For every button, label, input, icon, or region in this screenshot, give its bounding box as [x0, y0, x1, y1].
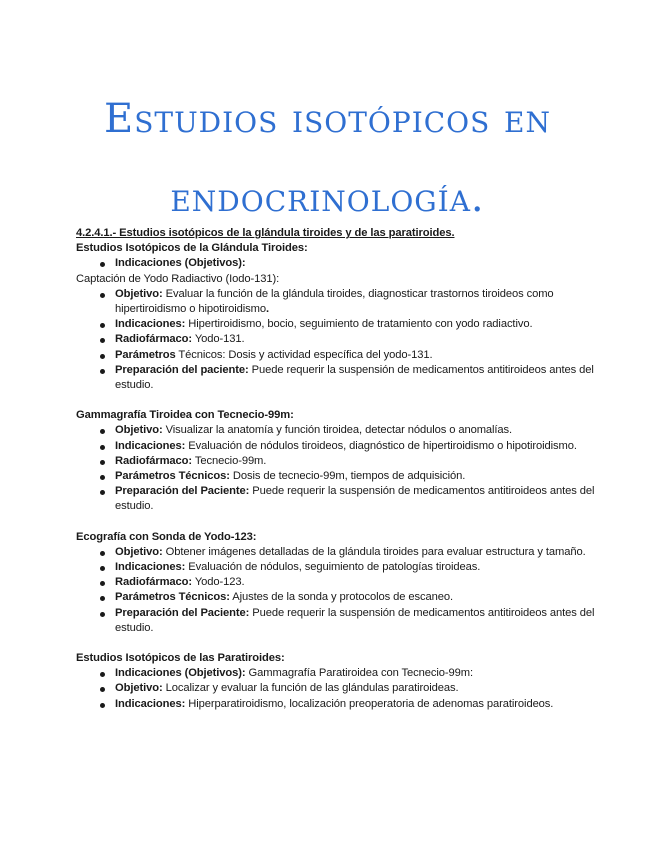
- list-item: [115, 439, 596, 454]
- iodine-study-list: [76, 287, 596, 393]
- document-title: [0, 0, 655, 238]
- item-text: Técnicos: Dosis y actividad específica del yodo-131.: [175, 348, 433, 361]
- technetium-study-list: [76, 423, 596, 514]
- list-item: [115, 317, 596, 332]
- item-label: Preparación del Paciente:: [115, 485, 250, 498]
- item-label: Radiofármaco:: [115, 576, 193, 589]
- item-label: Objetivo:: [115, 545, 163, 558]
- item-text: Hiperparatiroidismo, localización preoperatoria de adenomas paratiroideos.: [185, 697, 554, 710]
- item-label: Objetivo:: [115, 424, 163, 437]
- item-label: Radiofármaco:: [115, 454, 193, 467]
- list-item: [115, 681, 596, 696]
- item-tail: .: [266, 303, 270, 316]
- list-item: [115, 697, 596, 712]
- list-item: [115, 606, 596, 636]
- list-item: [115, 666, 596, 681]
- document-body: [76, 226, 596, 712]
- item-text: Visualizar la anatomía y función tiroidea, detectar nódulos o anomalías.: [162, 424, 513, 437]
- item-text: Dosis de tecnecio-99m, tiempos de adquisición.: [229, 470, 466, 483]
- item-text: Hipertiroidismo, bocio, seguimiento de tratamiento con yodo radiactivo.: [185, 318, 533, 331]
- list-item: [115, 332, 596, 347]
- item-text: Tecnecio-99m.: [192, 454, 267, 467]
- item-label: Indicaciones:: [115, 697, 186, 710]
- thyroid-indications-label: Indicaciones (Objetivos):: [115, 256, 596, 271]
- item-text: Evaluación de nódulos, seguimiento de patologías tiroideas.: [185, 561, 481, 574]
- document-title-line-1: Estudios isotópicos en: [104, 96, 551, 142]
- parathyroid-list: [76, 666, 596, 712]
- item-text: Evaluación de nódulos tiroideos, diagnóstico de hipertiroidismo o hipotiroidismo.: [185, 439, 577, 452]
- document-title-line-2: endocrinología.: [170, 175, 485, 221]
- list-item: [115, 484, 596, 514]
- list-item: [115, 575, 596, 590]
- item-label: Preparación del paciente:: [115, 363, 249, 376]
- item-label: Preparación del Paciente:: [115, 606, 250, 619]
- spacer: [76, 393, 596, 408]
- item-text: Yodo-123.: [192, 576, 245, 589]
- spacer: [76, 515, 596, 530]
- item-label: Indicaciones:: [115, 561, 186, 574]
- item-text: Obtener imágenes detalladas de la glándula tiroides para evaluar estructura y tamaño.: [162, 545, 586, 558]
- technetium-study-title: Gammagrafía Tiroidea con Tecnecio-99m:: [76, 409, 294, 422]
- item-text: Localizar y evaluar la función de las glándulas paratiroideas.: [162, 682, 459, 695]
- list-item: [115, 469, 596, 484]
- ultrasound-study-list: [76, 545, 596, 636]
- item-label: Indicaciones:: [115, 439, 186, 452]
- list-item: [115, 287, 596, 317]
- list-item: [115, 348, 596, 363]
- list-item: [115, 454, 596, 469]
- list-item: [115, 423, 596, 438]
- thyroid-indications-list: [76, 256, 596, 271]
- item-label: Indicaciones (Objetivos):: [115, 667, 246, 680]
- spacer: [76, 636, 596, 651]
- item-label: Objetivo:: [115, 287, 163, 300]
- item-label: Parámetros Técnicos:: [115, 591, 230, 604]
- list-item: [115, 590, 596, 605]
- list-item: [115, 560, 596, 575]
- item-label: Radiofármaco:: [115, 333, 193, 346]
- thyroid-heading: Estudios Isotópicos de la Glándula Tiroides:: [76, 242, 308, 255]
- item-text: Evaluar la función de la glándula tiroides, diagnosticar trastornos tiroideos como hipertiroidismo o hipotiroidismo: [115, 287, 554, 316]
- item-label: Parámetros: [115, 348, 176, 361]
- section-heading: 4.2.4.1.- Estudios isotópicos de la glándula tiroides y de las paratiroides.: [76, 227, 455, 239]
- parathyroid-heading: Estudios Isotópicos de las Paratiroides:: [76, 652, 285, 665]
- ultrasound-study-title: Ecografía con Sonda de Yodo-123:: [76, 530, 257, 543]
- item-text: Puede requerir la suspensión de medicamentos antitiroideos antes del estudio.: [115, 485, 595, 513]
- item-text: Puede requerir la suspensión de medicamentos antitiroideos antes del estudio.: [115, 606, 595, 634]
- item-label: Parámetros Técnicos:: [115, 470, 230, 483]
- item-text: Gammagrafía Paratiroidea con Tecnecio-99m:: [245, 667, 473, 680]
- iodine-study-title: Captación de Yodo Radiactivo (Iodo-131):: [76, 272, 280, 285]
- item-text: Ajustes de la sonda y protocolos de escaneo.: [229, 591, 454, 604]
- item-text: Yodo-131.: [192, 333, 245, 346]
- item-label: Objetivo:: [115, 682, 163, 695]
- list-item: [115, 545, 596, 560]
- item-label: Indicaciones:: [115, 318, 186, 331]
- item-text: Puede requerir la suspensión de medicamentos antitiroideos antes del estudio.: [115, 363, 594, 392]
- list-item: [115, 363, 596, 393]
